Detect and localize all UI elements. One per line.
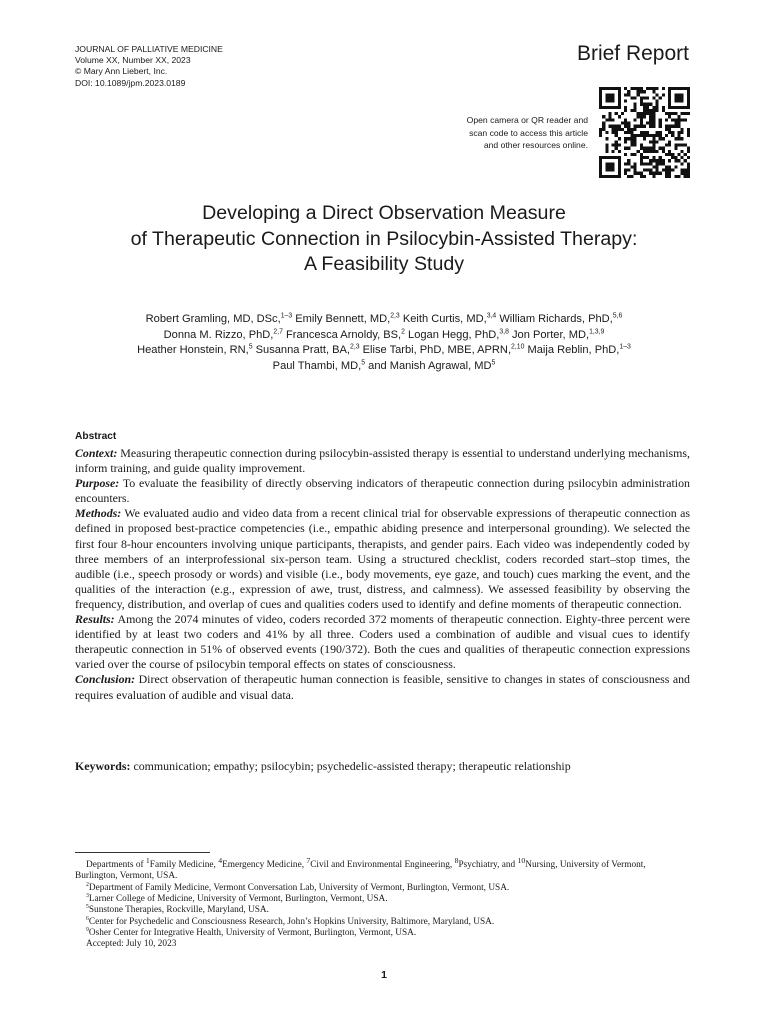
abstract-context: [75, 446, 690, 476]
journal-doi[interactable]: DOI: 10.1089/jpm.2023.0189: [75, 77, 186, 88]
journal-volume: Volume XX, Number XX, 2023: [75, 55, 191, 66]
article-title: [0, 201, 768, 278]
affiliation-departments: [75, 855, 690, 883]
author-name: Emily Bennett, MD,: [292, 313, 391, 325]
author-affiliation-sup: 2,10: [511, 343, 525, 351]
author-name: William Richards, PhD,: [496, 313, 613, 325]
aff-sup: 4: [218, 856, 223, 865]
author-affiliation-sup: 3,4: [486, 312, 497, 320]
aff-text: Family Medicine,: [149, 860, 219, 871]
affiliation-item: [75, 905, 690, 916]
aff-sup: 8: [454, 856, 459, 865]
author-affiliation-sup: 5: [248, 343, 253, 351]
author-name: Francesca Arnoldy, BS,: [282, 328, 402, 341]
author-affiliation-sup: 5: [361, 359, 366, 367]
affiliation-item: [75, 883, 690, 894]
context-label: Context:: [75, 446, 118, 460]
author-affiliation-sup: 2,3: [390, 312, 400, 320]
abstract-heading: Abstract: [75, 431, 117, 442]
title-line: of Therapeutic Connection in Psilocybin-Assisted Therapy:: [130, 227, 638, 250]
conclusion-text: Direct observation of therapeutic human connection is feasible, sensitive to changes in states of consciousness and requires evaluation of audible and visual data.: [75, 672, 690, 702]
affiliations: [75, 855, 690, 950]
qr-note-line: Open camera or QR reader and: [466, 115, 588, 125]
aff-text: Osher Center for Integrative Health, University of Vermont, Burlington, Vermont, USA.: [88, 927, 417, 938]
author-list: [0, 312, 768, 374]
aff-sup: 3: [86, 892, 89, 899]
journal-info: [75, 44, 223, 89]
author-name: Paul Thambi, MD,: [272, 359, 362, 372]
aff-text: Psychiatry, and: [458, 860, 518, 871]
aff-text: Departments of: [86, 860, 146, 871]
methods-text: We evaluated audio and video data from a recent clinical trial for observable expressions of therapeutic connection as defined in proposed best-practice competencies (i.e., empathic abiding presence and interpersonal grounding). We selected the first four 8-hour encounters involving unique participants, therapists, and gender pairs. Each video was independently coded by three members of an interprofessional six-person team. Using a structured checklist, coders recorded start–stop times, the audible (i.e., speech prosody or words) and visible (i.e., body movements, eye gaze, and touch) cues marking the event, and the qualities of the interaction (e.g., expression of awe, trust, distress, and calmness). We assessed feasibility by observing the frequency, distribution, and overlap of cues and qualities coders used to identify and define moments of therapeutic connection.: [75, 506, 690, 611]
aff-sup: 1: [145, 856, 150, 865]
abstract-purpose: [75, 476, 690, 506]
aff-sup: 6: [86, 915, 89, 922]
results-label: Results:: [75, 612, 115, 627]
accepted-date: Accepted: July 10, 2023: [86, 939, 177, 950]
author-line: [0, 359, 768, 375]
author-name: and Manish Agrawal, MD: [365, 359, 492, 372]
qr-note: [388, 114, 588, 152]
title-line: A Feasibility Study: [303, 253, 465, 275]
author-name: Jon Porter, MD,: [508, 328, 590, 341]
affiliation-item: [75, 917, 690, 928]
author-name: Heather Honstein, RN,: [137, 344, 249, 357]
author-affiliation-sup: 2,3: [350, 343, 360, 351]
abstract-methods: [75, 506, 690, 612]
abstract-body: [75, 446, 690, 703]
journal-publisher: © Mary Ann Liebert, Inc.: [75, 66, 168, 77]
author-affiliation-sup: 2: [401, 327, 405, 335]
keywords-text: communication; empathy; psilocybin; psychedelic-assisted therapy; therapeutic relationship: [130, 759, 571, 773]
journal-name: JOURNAL OF PALLIATIVE MEDICINE: [75, 44, 223, 54]
aff-sup: 10: [517, 856, 526, 865]
aff-text: Department of Family Medicine, Vermont Conversation Lab, University of Vermont, Burlington, Vermont, USA.: [88, 882, 510, 893]
purpose-label: Purpose:: [75, 476, 120, 491]
qr-note-line: scan code to access this article: [469, 127, 588, 138]
aff-text: Center for Psychedelic and Consciousness Research, John’s Hopkins University, Baltimore, Maryland, USA.: [88, 916, 495, 927]
author-line: [0, 328, 768, 344]
author-affiliation-sup: 2,7: [273, 327, 283, 335]
author-affiliation-sup: 5,6: [612, 312, 623, 320]
author-affiliation-sup: 1,3,9: [589, 327, 605, 335]
author-affiliation-sup: 5: [491, 359, 496, 367]
aff-text: Nursing, University of Vermont, Burlington, Vermont, USA.: [75, 860, 646, 882]
context-text: Measuring therapeutic connection during psilocybin-assisted therapy is essential to understand underlying mechanisms, inform training, and guide quality improvement.: [75, 446, 690, 476]
affiliation-item: [75, 894, 690, 905]
aff-text: Civil and Environmental Engineering,: [310, 860, 455, 871]
author-name: Maija Reblin, PhD,: [524, 344, 620, 357]
qr-note-line: and other resources online.: [483, 140, 588, 151]
aff-sup: 9: [86, 926, 89, 933]
author-affiliation-sup: 3,8: [499, 327, 509, 335]
author-name: Elise Tarbi, PhD, MBE, APRN,: [359, 344, 512, 357]
author-name: Keith Curtis, MD,: [399, 313, 487, 325]
aff-text: Larner College of Medicine, University of Vermont, Burlington, Vermont, USA.: [88, 893, 388, 904]
page-number: 1: [381, 969, 387, 981]
affiliation-item: [75, 928, 690, 939]
aff-sup: 5: [86, 904, 89, 911]
qr-code-icon[interactable]: [599, 87, 690, 178]
author-affiliation-sup: 1–3: [619, 343, 631, 351]
abstract-results: [75, 612, 690, 672]
keywords: [75, 759, 690, 774]
author-name: Robert Gramling, MD, DSc,: [145, 313, 281, 325]
purpose-text: To evaluate the feasibility of directly observing indicators of therapeutic connection during psilocybin administration encounters.: [75, 476, 690, 506]
conclusion-label: Conclusion:: [75, 672, 136, 687]
author-line: [0, 343, 768, 359]
footnote-divider: [75, 852, 210, 853]
author-name: Donna M. Rizzo, PhD,: [163, 328, 274, 341]
aff-sup: 7: [306, 856, 311, 865]
aff-text: Sunstone Therapies, Rockville, Maryland, USA.: [88, 905, 269, 916]
section-label: Brief Report: [576, 42, 689, 65]
results-text: Among the 2074 minutes of video, coders recorded 372 moments of therapeutic connection. Eighty-three percent were identified by at least two coders and 41% by all three. Coders used a combination of audible and visual cues to identify therapeutic connection in 51% of observed events (190/372). Both the cues and qualities of therapeutic connection expressions varied over the course of psilocybin temporal effects on states of consciousness.: [75, 612, 690, 672]
title-line: Developing a Direct Observation Measure: [202, 202, 566, 224]
aff-sup: 2: [86, 881, 89, 888]
methods-label: Methods:: [75, 506, 122, 521]
author-line: [0, 312, 768, 328]
author-affiliation-sup: 1–3: [280, 312, 293, 320]
keywords-label: Keywords:: [75, 759, 131, 773]
aff-text: Emergency Medicine,: [222, 860, 307, 871]
author-name: Susanna Pratt, BA,: [252, 344, 350, 357]
abstract-conclusion: [75, 672, 690, 702]
author-name: Logan Hegg, PhD,: [404, 328, 500, 341]
